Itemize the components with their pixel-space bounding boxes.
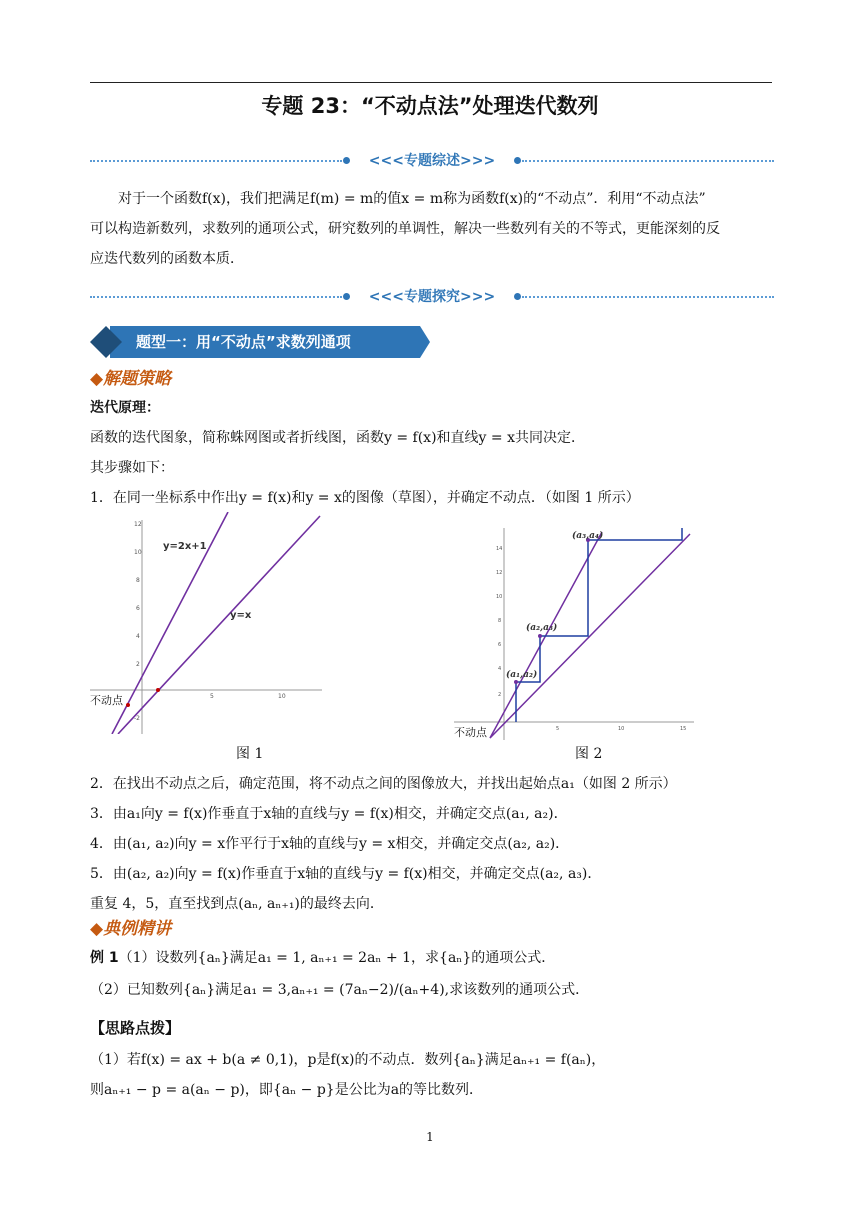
- overview-line-1: 对于一个函数f(x)，我们把满足f(m) = m的值x = m称为函数f(x)的“不动点”．利用“不动点法”: [118, 191, 706, 207]
- y-tick: 4: [136, 633, 140, 640]
- step-5: 5．由(a₂, a₂)向y = f(x)作垂直于x轴的直线与y = f(x)相交，并确定交点(a₂, a₃)．: [90, 866, 602, 882]
- y-tick: 2: [136, 661, 140, 668]
- x-tick: 10: [618, 726, 625, 732]
- iteration-line-1: 函数的迭代图象，简称蛛网图或者折线图，函数y = f(x)和直线y = x共同决定．: [90, 430, 585, 446]
- fixed-point-dot: [126, 703, 130, 707]
- dotted-line: [522, 160, 774, 162]
- x-tick: 10: [278, 693, 286, 700]
- example-1-part-1: [90, 948, 555, 968]
- example-heading: ◆典例精讲: [90, 919, 172, 939]
- hint-heading: 【思路点拨】: [90, 1019, 181, 1037]
- line-y-x: [118, 516, 320, 734]
- y-tick: 8: [498, 618, 502, 624]
- fixed-point-label: 不动点: [454, 726, 487, 739]
- axis-dot: [156, 688, 160, 692]
- type-banner: [90, 326, 430, 358]
- step-4: 4．由(a₁, a₂)向y = x作平行于x轴的直线与y = x相交，并确定交点(a₂, a₂)．: [90, 836, 570, 852]
- section-divider-overview: [90, 154, 774, 168]
- figure-1-graph: [90, 512, 322, 734]
- step-3: 3．由a₁向y = f(x)作垂直于x轴的直线与y = f(x)相交，并确定交点(a₁, a₂)．: [90, 806, 568, 822]
- iteration-principle-heading: 迭代原理：: [90, 400, 160, 416]
- dotted-line: [90, 296, 342, 298]
- dotted-line: [90, 160, 342, 162]
- y-tick: 14: [496, 546, 503, 552]
- point-a2-a3: [538, 634, 542, 638]
- x-tick: 5: [556, 726, 560, 732]
- example-1-label: 例 1: [90, 950, 119, 966]
- bullet-dot-icon: [514, 157, 521, 164]
- example-1-part-1-text: （1）设数列{aₙ}满足a₁ = 1, aₙ₊₁ = 2aₙ + 1，求{aₙ}的通项公式．: [118, 950, 556, 966]
- overview-line-3: 应迭代数列的函数本质．: [90, 251, 244, 267]
- y-tick: 8: [136, 577, 140, 584]
- y-tick: 2: [498, 692, 502, 698]
- x-tick: 5: [210, 693, 214, 700]
- x-tick-labels: [210, 693, 286, 700]
- x-tick: 15: [680, 726, 687, 732]
- section-label-explore: <<<专题探究>>>: [368, 289, 496, 305]
- hint-line-1: （1）若f(x) = ax + b(a ≠ 0,1)，p是f(x)的不动点．数列{aₙ}满足aₙ₊₁ = f(aₙ)，: [90, 1052, 606, 1068]
- y-tick: 12: [496, 570, 503, 576]
- strategy-heading: ◆解题策略: [90, 369, 172, 389]
- figure-1-caption: 图 1: [236, 746, 264, 762]
- example-1-part-2: （2）已知数列{aₙ}满足a₁ = 3,aₙ₊₁ = (7aₙ−2)/(aₙ+4),求该数列的通项公式．: [90, 982, 590, 998]
- fixed-point-label: 不动点: [90, 694, 123, 707]
- y-tick: 10: [134, 549, 142, 556]
- top-rule: [90, 82, 772, 83]
- dotted-line: [522, 296, 774, 298]
- section-divider-explore: [90, 290, 774, 304]
- y-tick-labels: [496, 546, 502, 698]
- y-tick: 12: [134, 521, 142, 528]
- y-tick: -2: [134, 715, 140, 722]
- step-1: 1．在同一坐标系中作出y = f(x)和y = x的图像（草图），并确定不动点．（如图 1 所示）: [90, 490, 640, 506]
- bullet-dot-icon: [514, 293, 521, 300]
- y-tick: 4: [498, 666, 502, 672]
- y-tick-labels: [134, 521, 142, 722]
- label-y-2x-plus-1: y=2x+1: [163, 541, 207, 552]
- point-a1-a2: [514, 680, 518, 684]
- step-2: 2．在找出不动点之后，确定范围，将不动点之间的图像放大，并找出起始点a₁（如图 2 所示）: [90, 776, 677, 792]
- page-title: 专题 23：“不动点法”处理迭代数列: [261, 94, 599, 118]
- label-y-x: y=x: [230, 610, 252, 621]
- repeat-line: 重复 4，5，直至找到点(aₙ, aₙ₊₁)的最终去向．: [90, 896, 384, 912]
- page-number: 1: [426, 1130, 434, 1144]
- iteration-line-2: 其步骤如下：: [90, 460, 174, 476]
- y-tick: 6: [498, 642, 502, 648]
- x-tick-labels: [556, 726, 686, 732]
- section-label-overview: <<<专题综述>>>: [368, 153, 496, 169]
- y-tick: 10: [496, 594, 503, 600]
- label-a3-a4: (a₃,a₄): [572, 531, 604, 541]
- label-a1-a2: (a₁,a₂): [506, 670, 538, 680]
- line-y-fx: [490, 532, 602, 738]
- figure-2-caption: 图 2: [575, 746, 603, 762]
- y-tick: 6: [136, 605, 140, 612]
- type-banner-label: 题型一：用“不动点”求数列通项: [136, 333, 351, 351]
- figure-2-graph: [454, 524, 694, 740]
- overview-line-2: 可以构造新数列，求数列的通项公式，研究数列的单调性，解决一些数列有关的不等式，更能深刻的反: [90, 221, 720, 237]
- line-y-x: [490, 534, 690, 738]
- overview-paragraph: [90, 184, 774, 274]
- label-a2-a3: (a₂,a₃): [526, 623, 558, 633]
- hint-line-2: 则aₙ₊₁ − p = a(aₙ − p)，即{aₙ − p}是公比为a的等比数列．: [90, 1082, 484, 1098]
